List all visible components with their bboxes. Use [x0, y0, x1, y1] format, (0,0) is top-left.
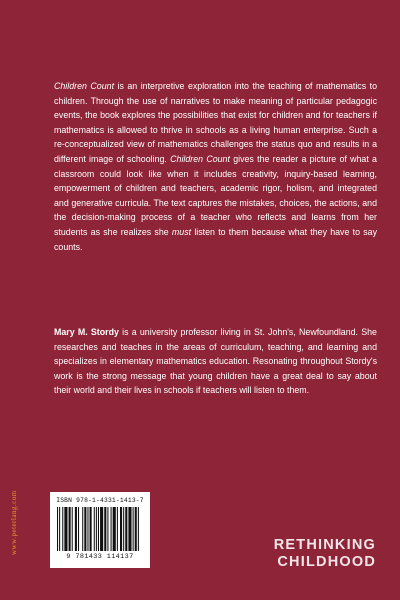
- description-text-2: gives the reader a picture of what a classroom could look like when it includes creativity, inquiry-based learning, empowerment of children and teachers, academic rigor, holism, and integrated and generative curricula. The text captures the mistakes, choices, the actions, and the decision-making process of a teacher who reflects and learns from her students as she realizes she: [54, 153, 377, 237]
- author-name: Mary M. Stordy: [54, 327, 119, 337]
- publisher-url: www.peterlang.com: [10, 490, 18, 555]
- isbn-label: ISBN 978-1-4331-1413-7: [56, 497, 144, 504]
- description-text-3: listen to them because what they have to say counts.: [54, 226, 377, 252]
- emphasis-word: must: [171, 226, 192, 237]
- author-bio-text: is a university professor living in St. John's, Newfoundland. She researches and teaches in the areas of curriculum, teaching, and learning and specializes in elementary mathematics education. Resonating throughout Stordy's work is the strong message that young children have a great deal to say about their world and their lives in schools if teachers will listen to them.: [54, 327, 377, 396]
- book-title-italic: Children Count: [54, 81, 115, 91]
- series-title: [274, 537, 376, 571]
- series-line-2: CHILDHOOD: [277, 554, 376, 570]
- author-bio: [54, 325, 377, 398]
- barcode-digits: 9 781433 114137: [66, 553, 134, 561]
- barcode-bars: [57, 507, 143, 551]
- book-description: [54, 79, 377, 254]
- book-title-italic-2: Children Count: [170, 153, 230, 164]
- isbn-barcode: [50, 492, 150, 568]
- series-line-1: RETHINKING: [273, 537, 376, 553]
- description-text-1: is an interpretive exploration into the teaching of mathematics to children. Through the use of narratives to make meaning of particular pedagogic events, the book explores the possibilities that exist for children and for teachers if mathematics is allowed to thrive in schools as a living human enterprise. Such a re-conceptualized view of mathematics challenges the status quo and results in a different image of schooling.: [54, 81, 377, 164]
